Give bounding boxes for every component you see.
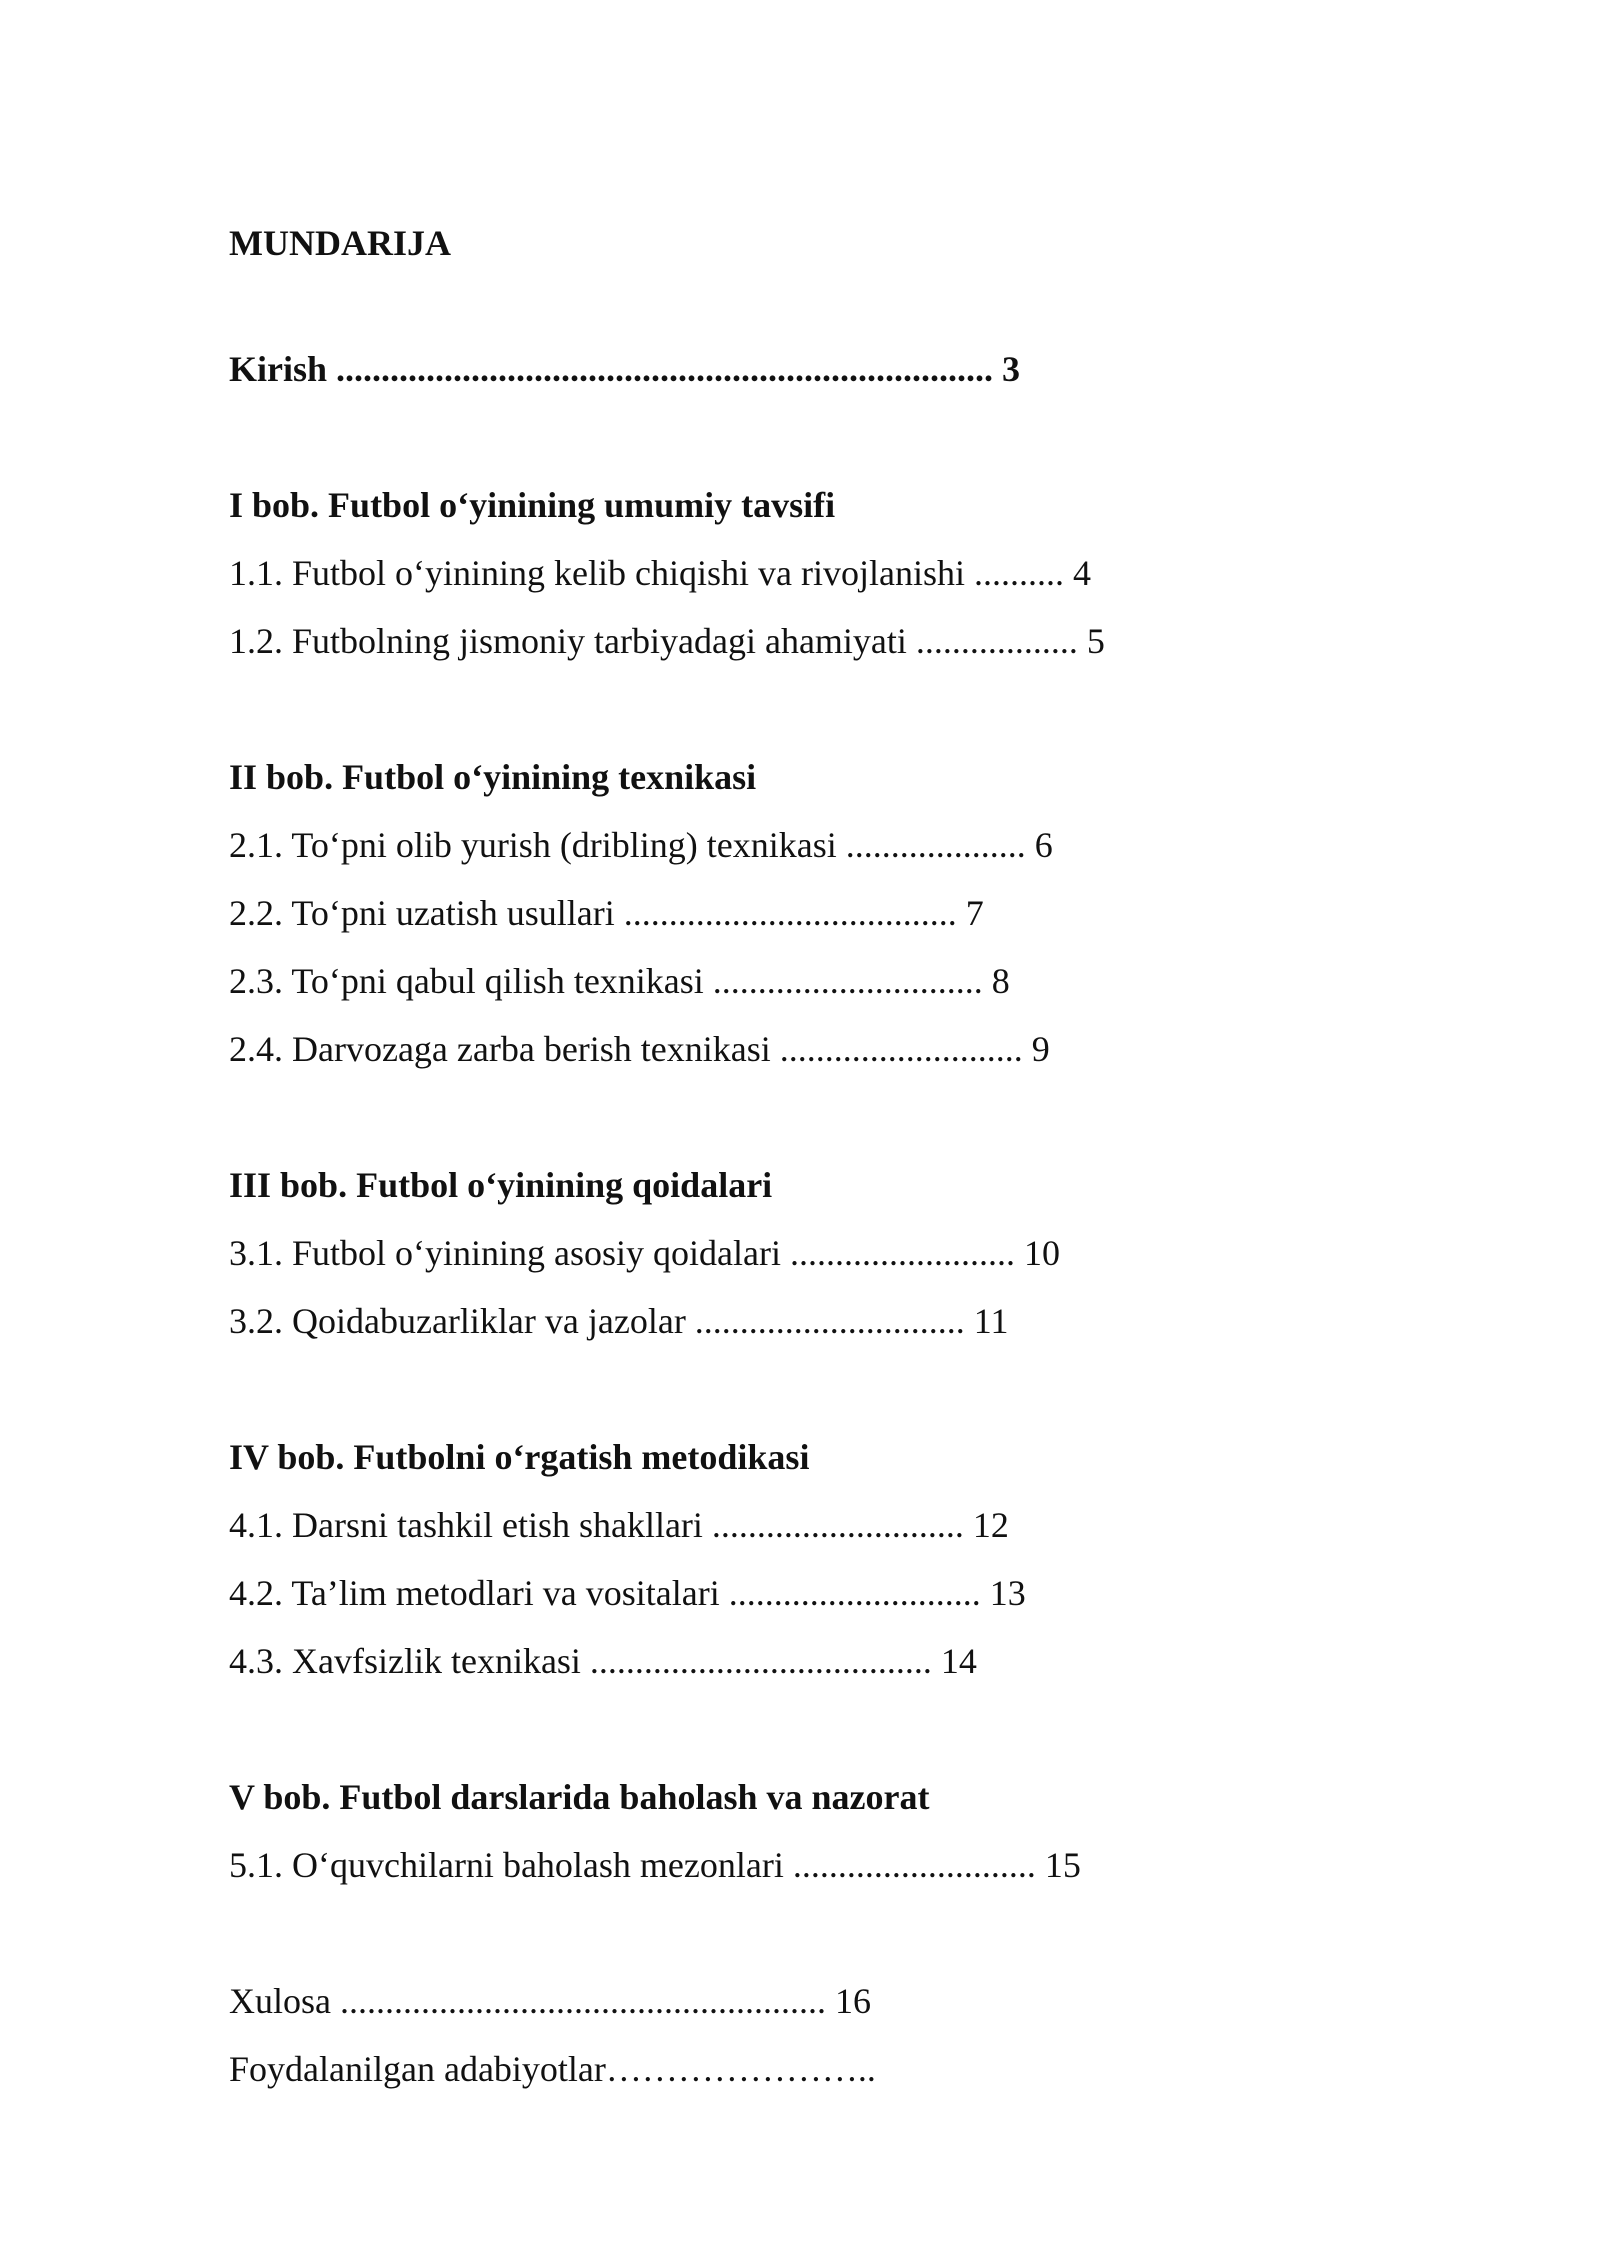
- spacer: [229, 1355, 1429, 1423]
- chapter-heading: IV bob. Futbolni o‘rgatish metodikasi: [229, 1437, 810, 1477]
- page-title: MUNDARIJA: [229, 223, 451, 263]
- spacer: [229, 1083, 1429, 1151]
- toc-entry: 2.1. To‘pni olib yurish (dribling) texnikasi .................... 6: [229, 825, 1053, 865]
- spacer: [229, 1899, 1429, 1967]
- spacer: [229, 403, 1429, 471]
- spacer: [229, 268, 1429, 335]
- chapter-heading: II bob. Futbol o‘yinining texnikasi: [229, 757, 757, 797]
- toc-entry-intro: Kirish ......................................................................... 3: [229, 349, 1021, 389]
- chapter-heading: V bob. Futbol darslarida baholash va nazorat: [229, 1777, 930, 1817]
- toc-entry: 4.1. Darsni tashkil etish shakllari ............................ 12: [229, 1505, 1009, 1545]
- toc-entry: 2.4. Darvozaga zarba berish texnikasi ........................... 9: [229, 1029, 1050, 1069]
- toc-entry: 3.1. Futbol o‘yinining asosiy qoidalari ......................... 10: [229, 1233, 1060, 1273]
- toc-entry: 1.2. Futbolning jismoniy tarbiyadagi ahamiyati .................. 5: [229, 621, 1105, 661]
- toc-entry: 4.2. Ta’lim metodlari va vositalari ............................ 13: [229, 1573, 1026, 1613]
- toc-entry: 5.1. O‘quvchilarni baholash mezonlari ........................... 15: [229, 1845, 1081, 1885]
- toc-entry-references: Foydalanilgan adabiyotlar…………………..: [229, 2049, 876, 2089]
- toc-entry: 2.2. To‘pni uzatish usullari ..................................... 7: [229, 893, 984, 933]
- toc-entry: 1.1. Futbol o‘yinining kelib chiqishi va rivojlanishi .......... 4: [229, 553, 1091, 593]
- toc-entry: 4.3. Xavfsizlik texnikasi ...................................... 14: [229, 1641, 977, 1681]
- spacer: [229, 675, 1429, 743]
- table-of-contents: [229, 218, 1429, 2103]
- chapter-heading: III bob. Futbol o‘yinining qoidalari: [229, 1165, 773, 1205]
- spacer: [229, 1695, 1429, 1763]
- toc-entry: 3.2. Qoidabuzarliklar va jazolar .............................. 11: [229, 1301, 1009, 1341]
- toc-entry: 2.3. To‘pni qabul qilish texnikasi .............................. 8: [229, 961, 1010, 1001]
- toc-entry-conclusion: Xulosa ...................................................... 16: [229, 1981, 871, 2021]
- chapter-heading: I bob. Futbol o‘yinining umumiy tavsifi: [229, 485, 836, 525]
